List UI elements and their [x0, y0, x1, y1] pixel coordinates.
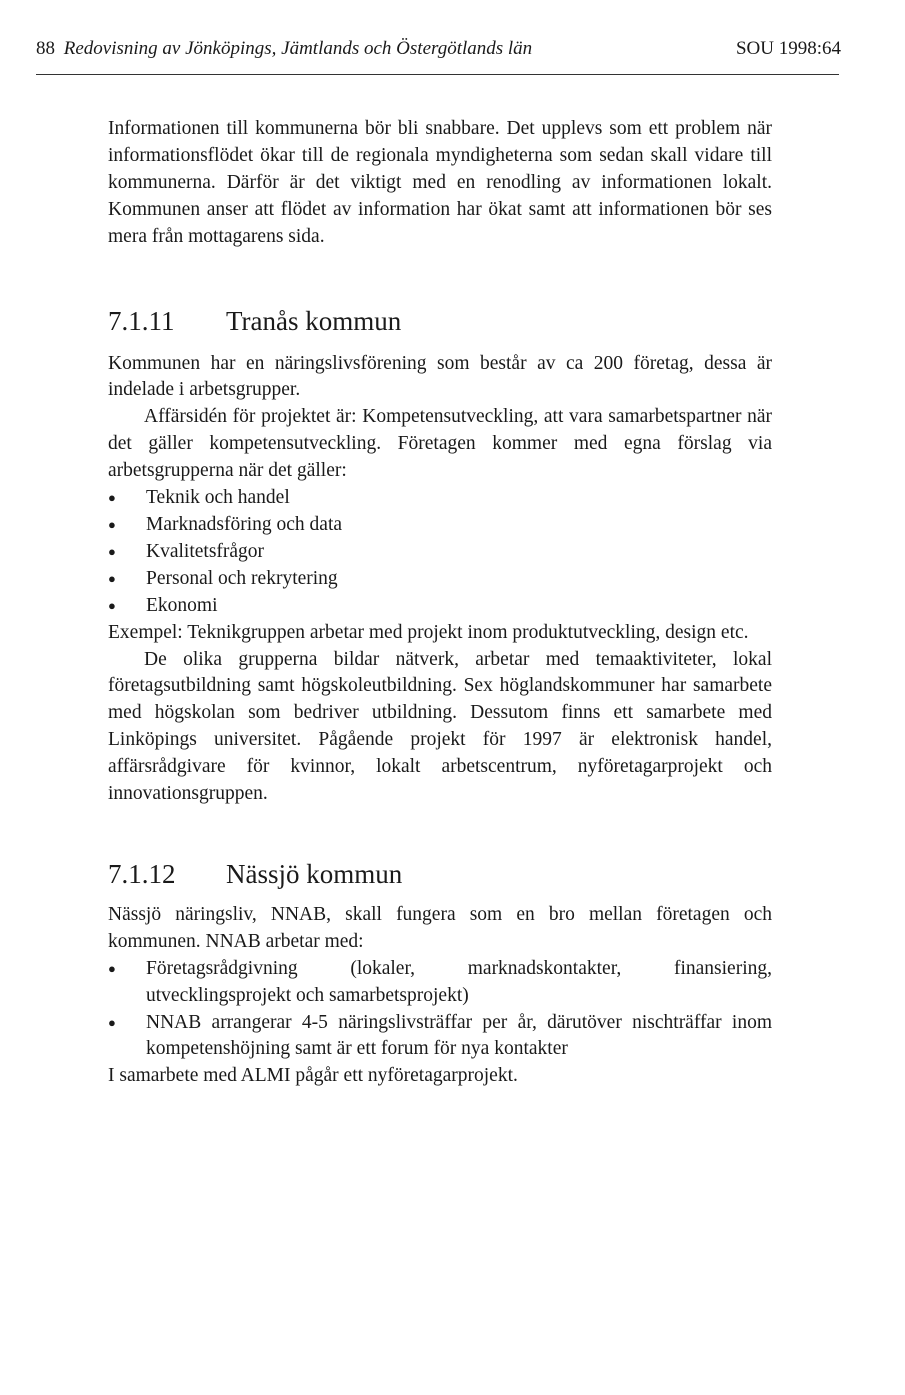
section-heading-tranas: [108, 305, 772, 337]
section-number: 7.1.12: [108, 858, 176, 889]
series-number: SOU 1998:64: [735, 38, 841, 59]
list-item: ● Marknadsföring och data: [108, 512, 772, 539]
section-heading-nassjo: [108, 858, 772, 890]
list-item: ● Personal och rekrytering: [108, 566, 772, 593]
paragraph: Kommunen har en näringslivsförening som består av ca 200 företag, dessa är indelade i arbetsgrupper.: [108, 352, 772, 401]
list-item: ● Kvalitetsfrågor: [108, 539, 772, 566]
section-number: 7.1.11: [108, 305, 175, 336]
page-header: [36, 36, 841, 62]
paragraph: Nässjö näringsliv, NNAB, skall fungera som en bro mellan företagen och kommunen. NNAB arbetar med:: [108, 903, 772, 952]
list-item: ● Teknik och handel: [108, 485, 772, 512]
header-rule: [36, 74, 839, 75]
page-number: 88: [36, 38, 55, 59]
list-item: ● NNAB arrangerar 4-5 näringslivsträffar per år, därutöver nischträffar inom kompetenshöjning samt är ett forum för nya kontakter: [108, 1010, 772, 1064]
intro-paragraph: Informationen till kommunerna bör bli snabbare. Det upplevs som ett problem när informationsflödet ökar till de regionala myndigheterna som sedan skall vidare till kommunerna. Därför är det viktigt med en renodling av informationen lokalt. Kommunen anser att flödet av information har ökat samt att informationen bör ses mera från mottagarens sida.: [108, 118, 772, 247]
paragraph: Exempel: Teknikgruppen arbetar med projekt inom produktutveckling, design etc.: [108, 621, 749, 643]
page-body: [108, 116, 772, 1090]
paragraph: De olika grupperna bildar nätverk, arbetar med temaaktiviteter, lokal företagsutbildning samt högskoleutbildning. Sex höglandskommuner har samarbete med högskolan som bedriver utbildning. Dessutom finns ett samarbete med Linköpings universitet. Pågående projekt för 1997 är elektronisk handel, affärsrådgivare för kvinnor, lokalt arbetscentrum, nyföretagarprojekt och innovationsgruppen.: [108, 648, 772, 805]
bullet-list-work-groups: [108, 485, 772, 620]
paragraph: Affärsidén för projektet är: Kompetensutveckling, att vara samarbetspartner när det gäller kompetensutveckling. Företagen kommer med egna förslag via arbetsgrupperna när det gäller:: [108, 406, 772, 482]
bullet-list-nnab: [108, 956, 772, 1064]
list-item: ● Ekonomi: [108, 593, 772, 620]
section-title: Nässjö kommun: [226, 858, 403, 889]
header-left: [36, 36, 532, 62]
section-title: Tranås kommun: [226, 305, 402, 336]
list-item: ● Företagsrådgivning (lokaler, marknadskontakter, finansiering, utvecklingsprojekt och samarbetsprojekt): [108, 956, 772, 1010]
paragraph: I samarbete med ALMI pågår ett nyföretagarprojekt.: [108, 1065, 518, 1087]
running-title: Redovisning av Jönköpings, Jämtlands och Östergötlands län: [63, 38, 533, 59]
